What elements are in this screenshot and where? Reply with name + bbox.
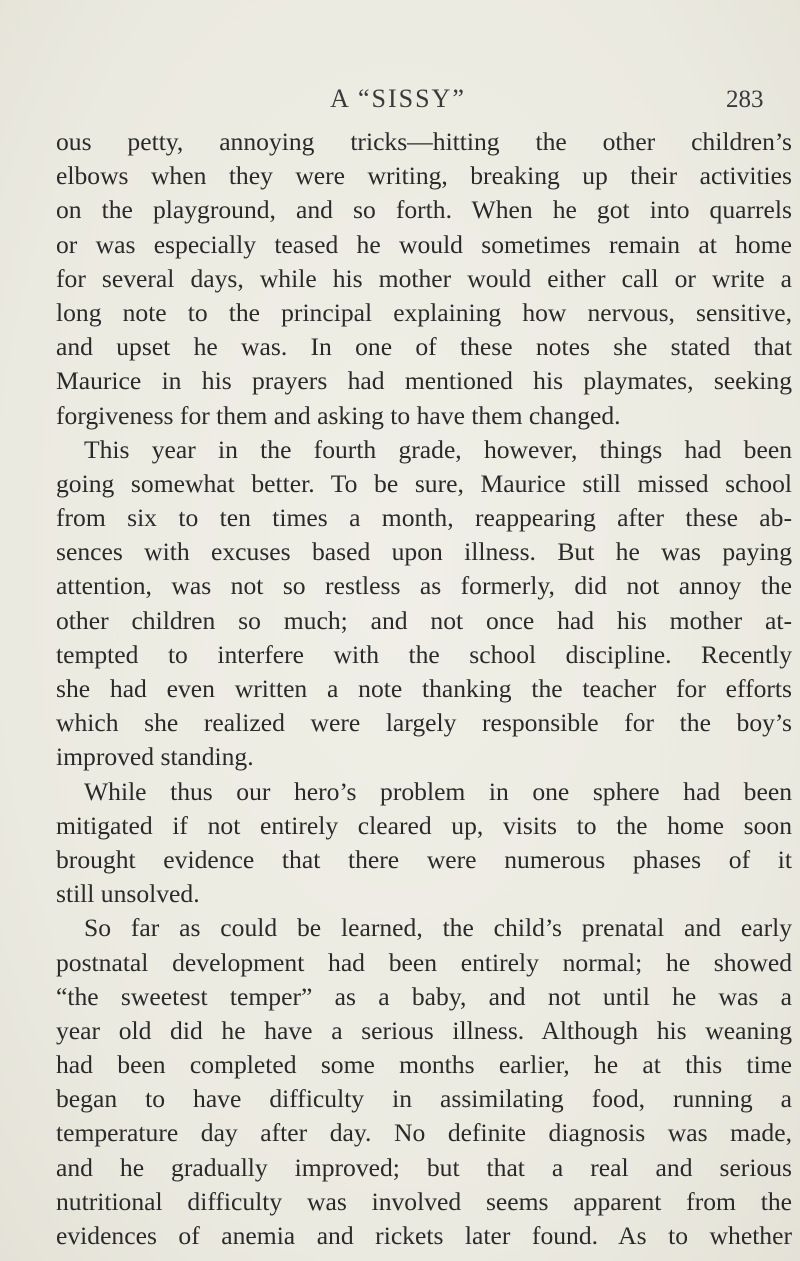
text-line: While thus our hero’s problem in one sphere had been xyxy=(84,776,792,806)
text-line: long note to the principal explaining how nervous, sensitive, xyxy=(56,297,792,327)
running-title: A “SISSY” xyxy=(330,84,466,113)
text-line: attention, was not so restless as formerly, did not annoy the xyxy=(56,571,792,601)
text-line: forgiveness for them and asking to have them changed. xyxy=(56,400,621,430)
text-line: So far as could be learned, the child’s prenatal and early xyxy=(84,913,792,943)
text-line: which she realized were largely responsible for the boy’s xyxy=(56,708,792,738)
text-line: elbows when they were writing, breaking up their activities xyxy=(56,161,792,191)
text-line: other children so much; and not once had his mother at- xyxy=(56,605,792,635)
text-line: on the playground, and so forth. When he got into quarrels xyxy=(56,195,792,225)
text-line: began to have difficulty in assimilating food, running a xyxy=(56,1084,792,1114)
text-line: temperature day after day. No definite diagnosis was made, xyxy=(56,1118,792,1148)
text-line: and he gradually improved; but that a real and serious xyxy=(56,1152,792,1182)
text-line: Maurice in his prayers had mentioned his playmates, seeking xyxy=(56,366,792,396)
text-line: ous petty, annoying tricks—hitting the other children’s xyxy=(56,127,792,156)
text-line: or was especially teased he would sometimes remain at home xyxy=(56,229,792,259)
page-number: 283 xyxy=(726,86,764,113)
body-text xyxy=(56,125,792,1253)
text-line: improved standing. xyxy=(56,742,254,772)
running-head xyxy=(0,84,800,116)
text-line: still unsolved. xyxy=(56,879,200,909)
text-line: year old did he have a serious illness. Although his weaning xyxy=(56,1015,792,1045)
text-line: mitigated if not entirely cleared up, visits to the home soon xyxy=(56,810,792,840)
text-line: nutritional difficulty was involved seems apparent from the xyxy=(56,1186,792,1216)
text-line: This year in the fourth grade, however, things had been xyxy=(84,434,792,464)
text-line: for several days, while his mother would either call or write a xyxy=(56,263,792,293)
text-line: tempted to interfere with the school discipline. Recently xyxy=(56,639,792,669)
text-line: “the sweetest temper” as a baby, and not until he was a xyxy=(56,981,792,1011)
text-line: brought evidence that there were numerous phases of it xyxy=(56,844,792,874)
text-line: going somewhat better. To be sure, Maurice still missed school xyxy=(56,468,792,498)
text-line: evidences of anemia and rickets later found. As to whether xyxy=(56,1221,792,1250)
text-line: and upset he was. In one of these notes she stated that xyxy=(56,332,792,362)
text-line: from six to ten times a month, reappearing after these ab- xyxy=(56,503,792,533)
text-line: had been completed some months earlier, he at this time xyxy=(56,1050,792,1080)
text-line: she had even written a note thanking the teacher for efforts xyxy=(56,674,792,703)
text-line: postnatal development had been entirely normal; he showed xyxy=(56,947,792,977)
text-line: sences with excuses based upon illness. But he was paying xyxy=(56,537,792,567)
